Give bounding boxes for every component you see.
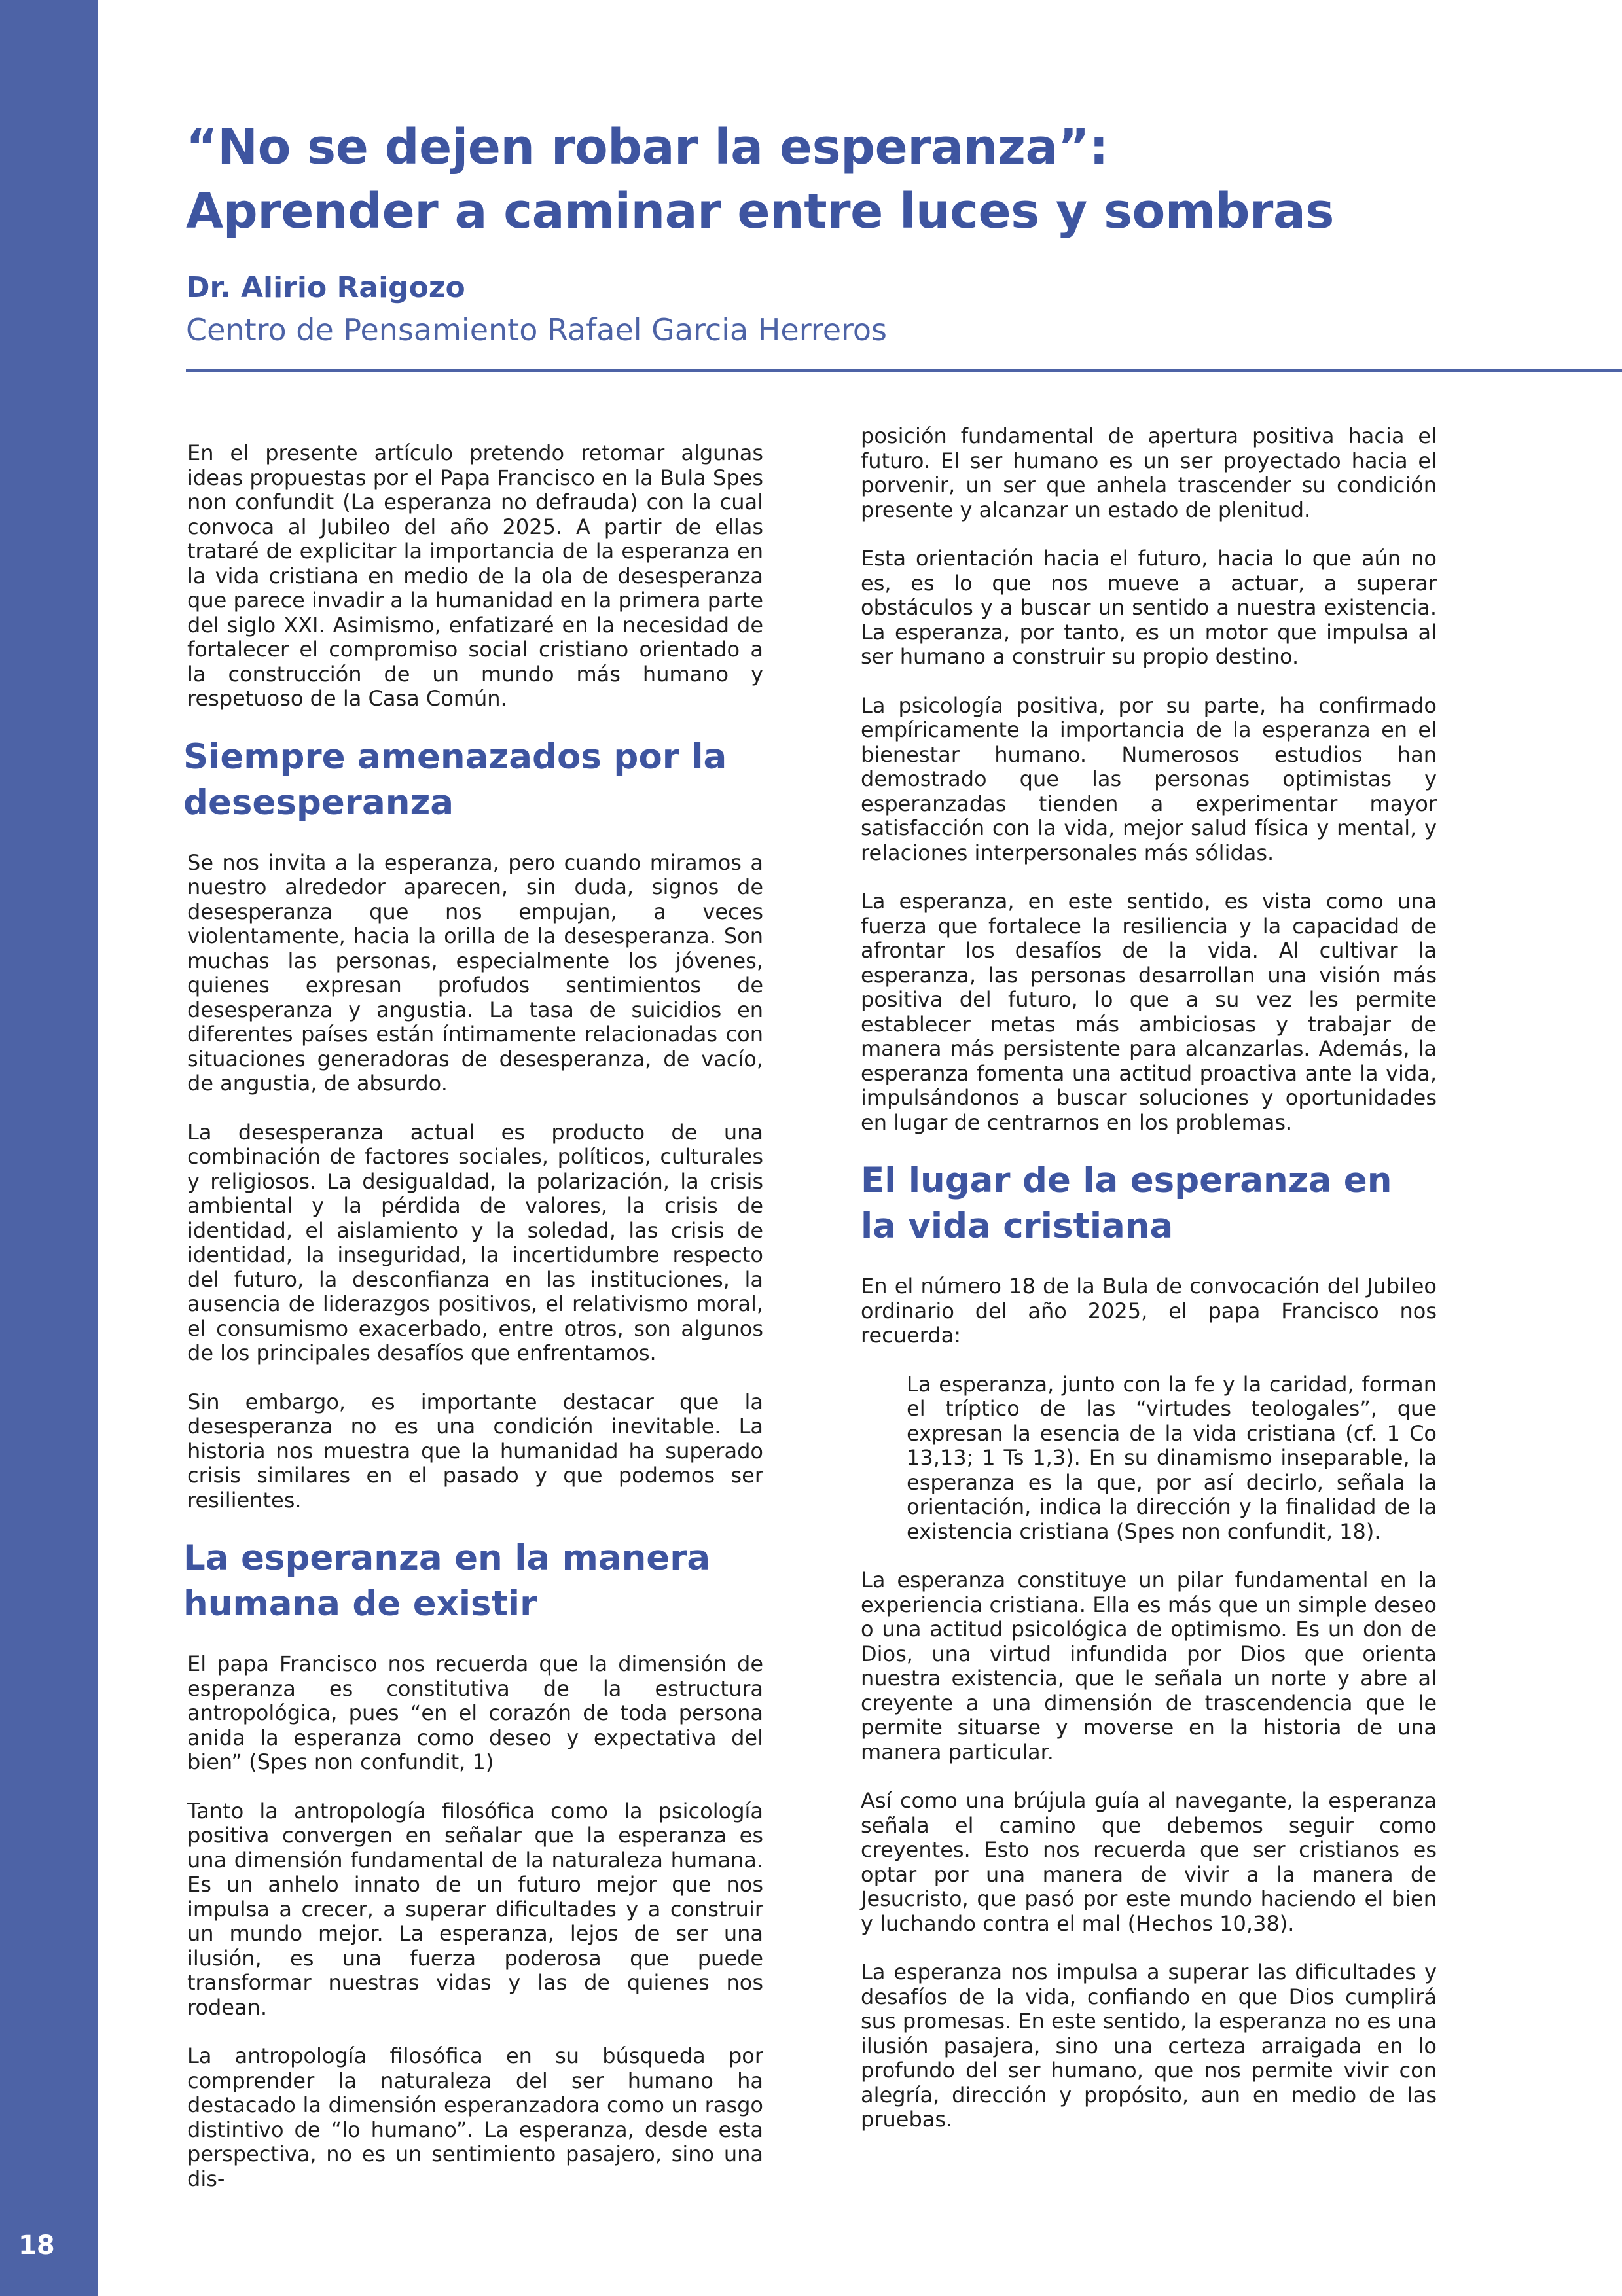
author-affiliation: Centro de Pensamiento Rafael Garcia Herreros: [186, 312, 888, 348]
paragraph: Sin embargo, es importante destacar que la desesperanza no es una condición inevitable. La historia nos muestra que la humanidad ha superado crisis similares en el pasado y que podemos ser resilientes.: [187, 1389, 763, 1513]
title-line-2: Aprender a caminar entre luces y sombras: [186, 183, 1334, 240]
paragraph: La esperanza constituye un pilar fundamental en la experiencia cristiana. Ella es más que un simple deseo o una actitud psicológica de optimismo. Es un don de Dios, una virtud infundida por Dios que orienta nuestra existencia, que le señala un norte y abre al creyente a una dimensión de trascendencia que le permite situarse y moverse en la historia de una manera particular.: [861, 1568, 1437, 1765]
article-header: [186, 115, 1593, 348]
paragraph: La antropología filosófica en su búsqueda por comprender la naturaleza del ser humano ha destacado la dimensión esperanzadora como un rasgo distintivo de “lo humano”. La esperanza, desde esta perspectiva, no es un sentimiento pasajero, sino una dis-: [187, 2043, 763, 2191]
section-heading-vida-cristiana: El lugar de la esperanza en la vida cristiana: [861, 1160, 1392, 1246]
page-number: 18: [18, 2231, 55, 2261]
section-heading-desesperanza: Siempre amenazados por la desesperanza: [183, 736, 727, 823]
paragraph: Así como una brújula guía al navegante, la esperanza señala el camino que debemos seguir como creyentes. Esto nos recuerda que ser cristianos es optar por una manera de vivir a la manera de Jesucristo, que pasó por este mundo haciendo el bien y luchando contra el mal (Hechos 10,38).: [861, 1788, 1437, 1936]
article-title: [186, 115, 1593, 243]
paragraph: La esperanza, en este sentido, es vista como una fuerza que fortalece la resiliencia y la capacidad de afrontar los desafíos de la vida. Al cultivar la esperanza, las personas desarrollan una visión más positiva del futuro, lo que a su vez les permite establecer metas más ambiciosas y trabajar de manera más persistente para alcanzarlas. Además, la esperanza fomenta una actitud proactiva ante la vida, impulsándonos a buscar soluciones y oportunidades en lugar de centrarnos en los problemas.: [861, 889, 1437, 1135]
side-color-bar: [0, 0, 98, 2296]
paragraph: Se nos invita a la esperanza, pero cuando miramos a nuestro alrededor aparecen, sin duda, signos de desesperanza que nos empujan, a veces violentamente, hacia la orilla de la desesperanza. Son muchas las personas, especialmente los jóvenes, quienes expresan profudos sentimientos de desesperanza y angustia. La tasa de suicidios en diferentes países están íntimamente relacionadas con situaciones generadoras de desesperanza, de vacío, de angustia, de absurdo.: [187, 850, 763, 1096]
title-line-1: “No se dejen robar la esperanza”:: [186, 119, 1109, 175]
paragraph: posición fundamental de apertura positiva hacia el futuro. El ser humano es un ser proyectado hacia el porvenir, un ser que anhela trascender su condición presente y alcanzar un estado de plenitud.: [861, 423, 1437, 522]
paragraph: La esperanza nos impulsa a superar las dificultades y desafíos de la vida, confiando en que Dios cumplirá sus promesas. En este sentido, la esperanza no es una ilusión pasajera, sino una certeza arraigada en lo profundo del ser humano, que nos permite vivir con alegría, dirección y propósito, aun en medio de las pruebas.: [861, 1960, 1437, 2132]
left-column: [183, 440, 763, 2215]
section-heading-manera-humana: La esperanza en la manera humana de existir: [183, 1538, 711, 1624]
paragraph: Esta orientación hacia el futuro, hacia lo que aún no es, es lo que nos mueve a actuar, a superar obstáculos y a buscar un sentido a nuestra existencia. La esperanza, por tanto, es un motor que impulsa al ser humano a construir su propio destino.: [861, 546, 1437, 669]
bula-quotation: La esperanza, junto con la fe y la caridad, forman el tríptico de las “virtudes teologales”, que expresan la esencia de la vida cristiana (cf. 1 Co 13,13; 1 Ts 1,3). En su dinamismo inseparable, la esperanza es la que, por así decirlo, señala la orientación, indica la dirección y la finalidad de la existencia cristiana (Spes non confundit, 18).: [907, 1371, 1437, 1544]
paragraph: La desesperanza actual es producto de una combinación de factores sociales, políticos, culturales y religiosos. La desigualdad, la polarización, la crisis ambiental y la pérdida de valores, la crisis de identidad, el aislamiento y la soledad, las crisis de identidad, la inseguridad, la incertidumbre respecto del futuro, la desconfianza en las instituciones, la ausencia de liderazgos positivos, el relativismo moral, el consumismo exacerbado, entre otros, son algunos de los principales desafíos que enfrentamos.: [187, 1119, 763, 1365]
header-divider: [186, 369, 1622, 372]
author-name: Dr. Alirio Raigozo: [186, 271, 465, 304]
intro-paragraph: En el presente artículo pretendo retomar algunas ideas propuestas por el Papa Francisco en la Bula Spes non confundit (La esperanza no defrauda) con la cual convoca al Jubileo del año 2025. A partir de ellas trataré de explicitar la importancia de la esperanza en la vida cristiana en medio de la ola de desesperanza que parece invadir a la humanidad en la primera parte del siglo XXI. Asimismo, enfatizaré en la necesidad de fortalecer el compromiso social cristiano orientado a la construcción de un mundo más humano y respetuoso de la Casa Común.: [187, 440, 763, 711]
paragraph: Tanto la antropología filosófica como la psicología positiva convergen en señalar que la esperanza es una dimensión fundamental de la naturaleza humana. Es un anhelo innato de un futuro mejor que nos impulsa a crecer, a superar dificultades y a construir un mundo mejor. La esperanza, lejos de ser una ilusión, es una fuerza poderosa que puede transformar nuestras vidas y las de quienes nos rodean.: [187, 1798, 763, 2020]
paragraph: En el número 18 de la Bula de convocación del Jubileo ordinario del año 2025, el papa Francisco nos recuerda:: [861, 1274, 1437, 1348]
right-column: [861, 424, 1437, 2157]
paragraph: El papa Francisco nos recuerda que la dimensión de esperanza es constitutiva de la estructura antropológica, pues “en el corazón de toda persona anida la esperanza como deseo y expectativa del bien” (Spes non confundit, 1): [187, 1651, 763, 1774]
paragraph: La psicología positiva, por su parte, ha confirmado empíricamente la importancia de la esperanza en el bienestar humano. Numerosos estudios han demostrado que las personas optimistas y esperanzadas tienden a experimentar mayor satisfacción con la vida, mejor salud física y mental, y relaciones interpersonales más sólidas.: [861, 692, 1437, 865]
